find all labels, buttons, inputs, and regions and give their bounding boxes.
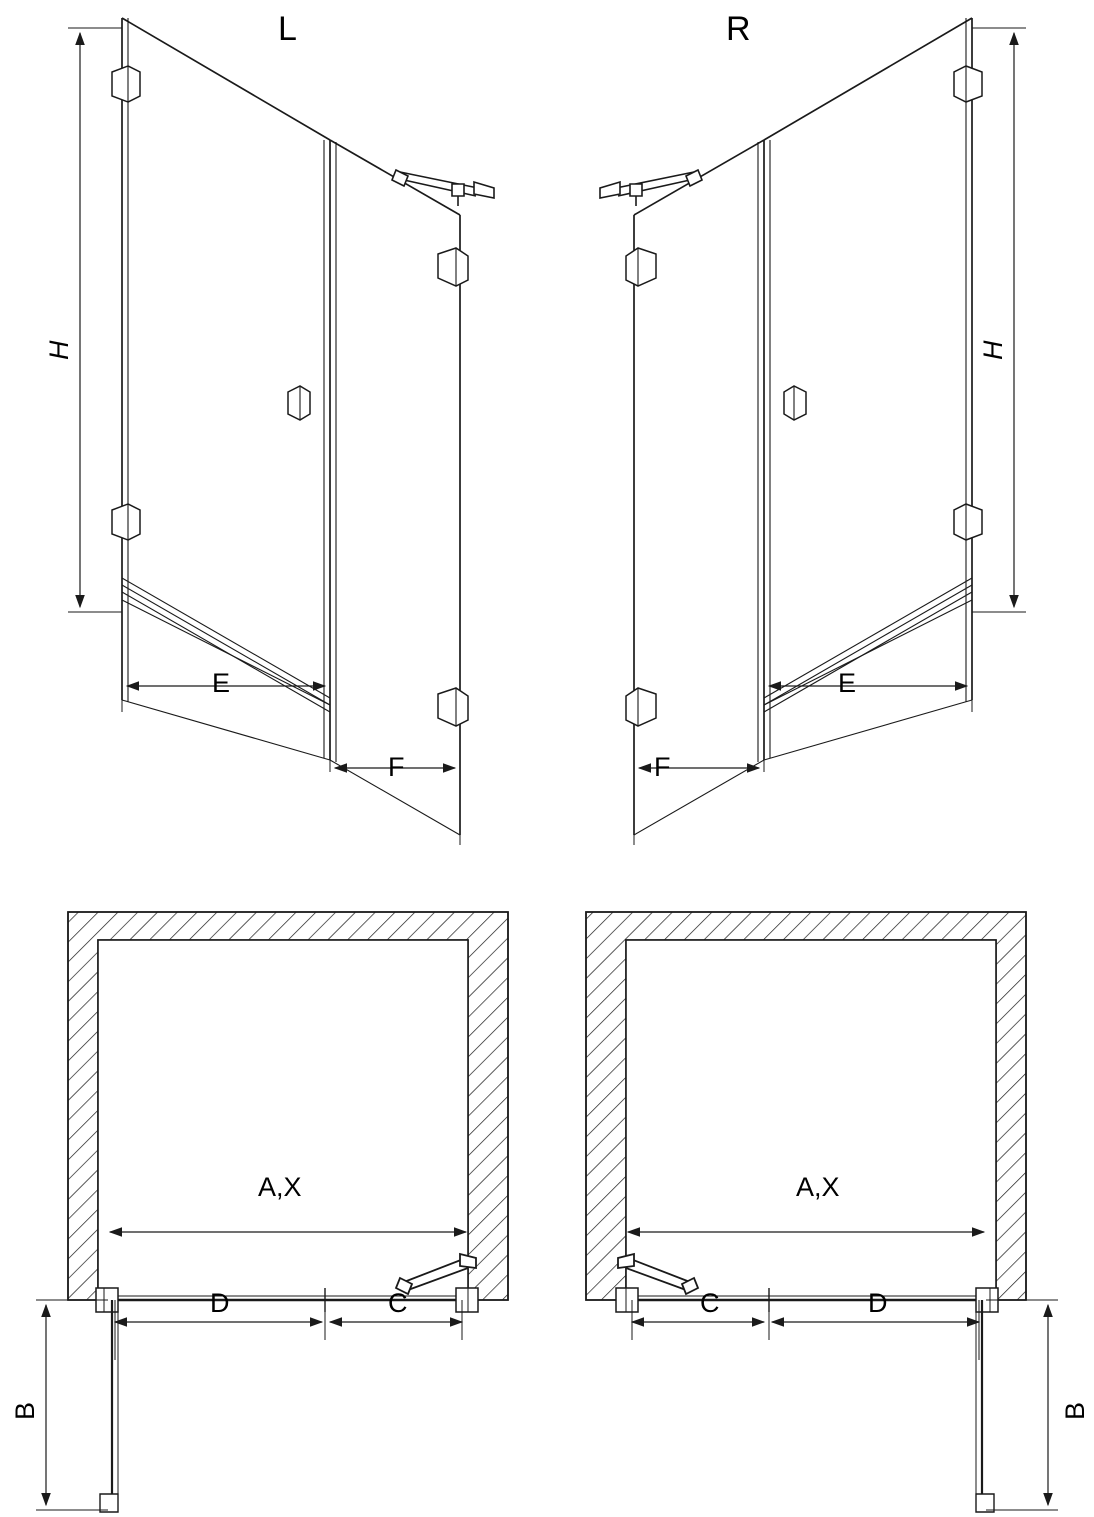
- dimension-label-d-right: D: [868, 1288, 888, 1318]
- label-right-variant: R: [726, 10, 751, 48]
- dimension-label-h-right: H: [978, 340, 1008, 360]
- dimension-label-b-left: B: [10, 1401, 40, 1420]
- dimension-label-ax-right: A,X: [796, 1172, 840, 1202]
- dimension-label-b-right: B: [1060, 1401, 1090, 1420]
- dimension-label-c-right: C: [700, 1288, 720, 1318]
- dimension-label-f-right: F: [654, 752, 671, 782]
- dimension-label-e-left: E: [212, 668, 231, 698]
- dimension-label-f-left: F: [388, 752, 405, 782]
- dimension-label-h-left: H: [44, 340, 74, 360]
- dimension-label-d-left: D: [210, 1288, 230, 1318]
- dimension-label-e-right: E: [838, 668, 857, 698]
- dimension-label-ax-left: A,X: [258, 1172, 302, 1202]
- dimension-label-c-left: C: [388, 1288, 408, 1318]
- label-left-variant: L: [278, 10, 297, 48]
